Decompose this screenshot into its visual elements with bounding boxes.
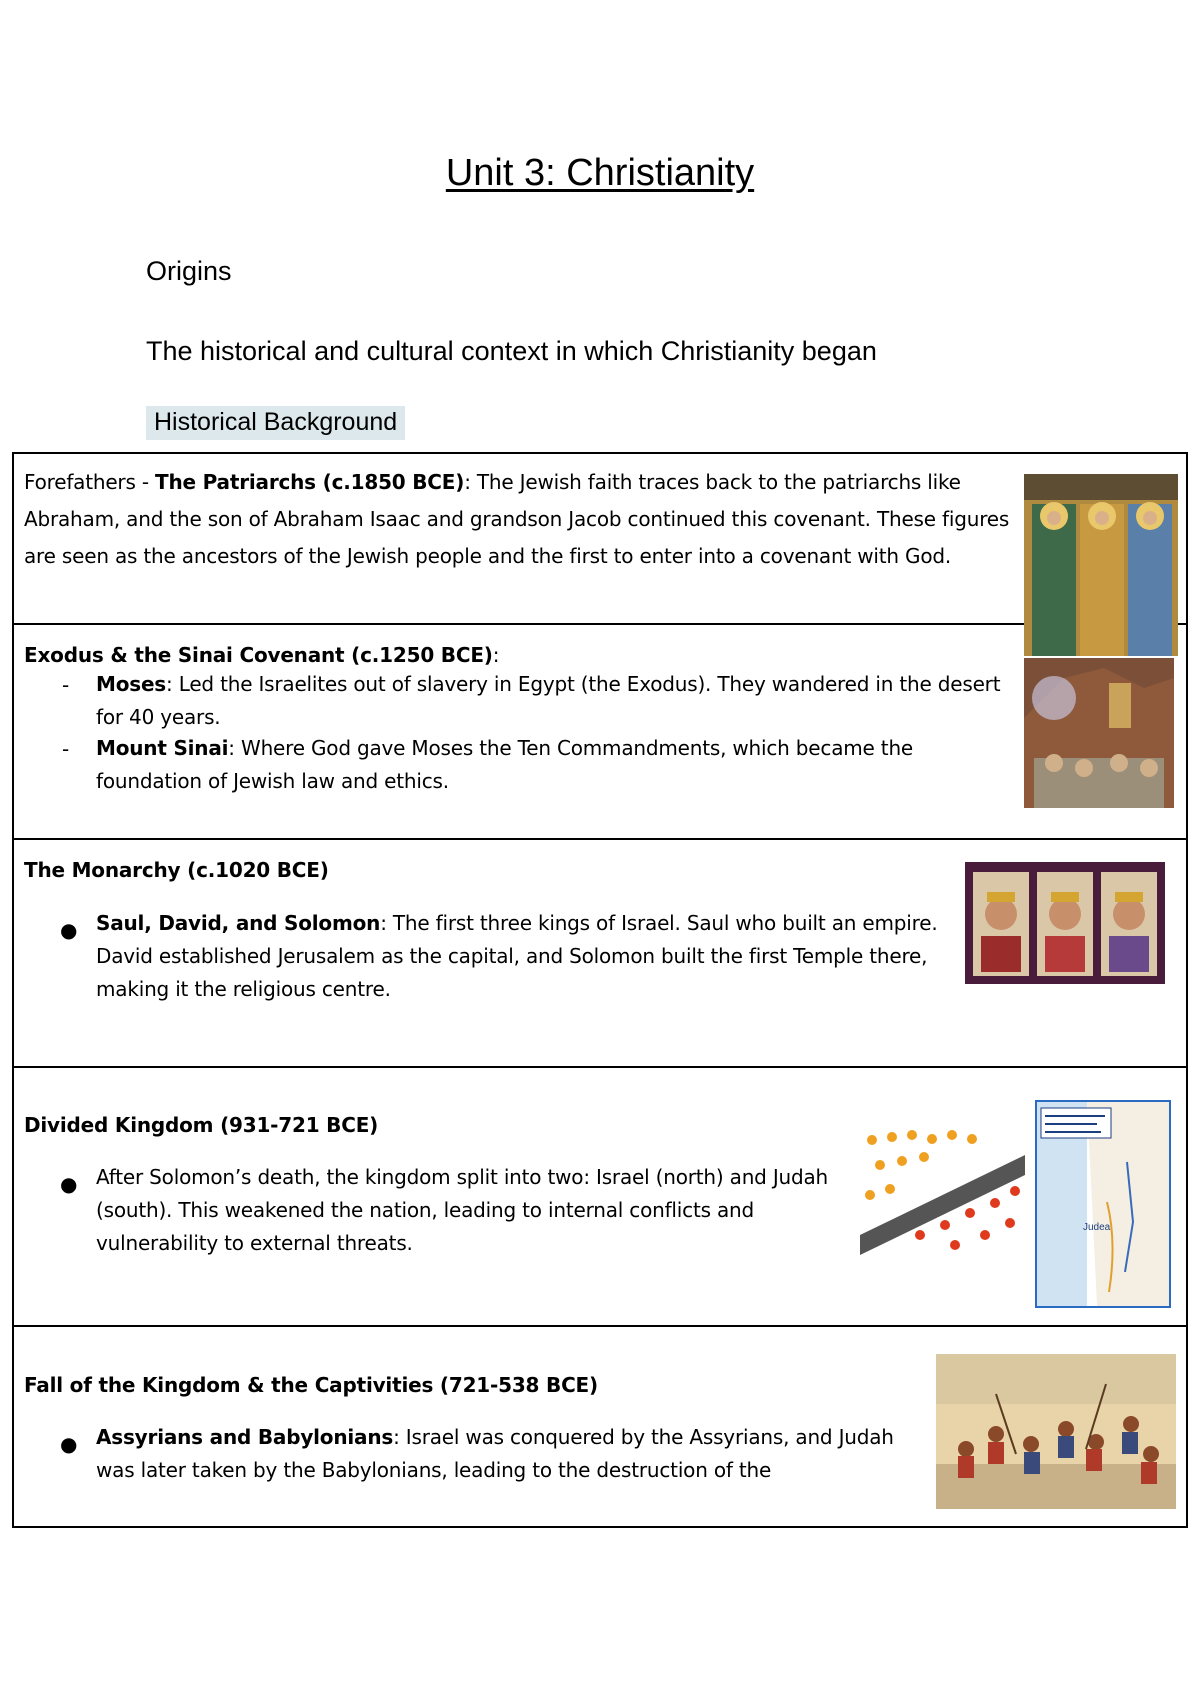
- fall-item-conquest: Assyrians and Babylonians: Israel was conquered by the Assyrians, and Judah was later taken by the Babylonians, leading to the destruction of the: [96, 1425, 894, 1482]
- bullet-icon: ●: [60, 1432, 78, 1456]
- fall-heading: Fall of the Kingdom & the Captivities (721-538 BCE): [24, 1373, 598, 1397]
- row-divider: [12, 1066, 1188, 1068]
- captivity-battle-image: [936, 1354, 1176, 1509]
- monarchy-item-kings: Saul, David, and Solomon: The first three kings of Israel. Saul who built an empire. David established Jerusalem as the capital, and Solomon built the first Temple there, making it the religious centre.: [96, 911, 938, 1001]
- historical-background-label: Historical Background: [146, 406, 405, 440]
- kings-image: [965, 862, 1165, 984]
- patriarchs-bold: The Patriarchs (c.1850 BCE): [155, 470, 465, 494]
- exodus-item-mount-sinai: Mount Sinai: Where God gave Moses the Ten Commandments, which became the foundation of Jewish law and ethics.: [96, 736, 914, 793]
- exodus-heading: Exodus & the Sinai Covenant (c.1250 BCE):: [24, 643, 500, 667]
- split-crowd-image: [860, 1125, 1025, 1255]
- page-title: Unit 3: Christianity: [445, 152, 755, 194]
- exodus-item-moses: Moses: Led the Israelites out of slavery in Egypt (the Exodus). They wandered in the desert for 40 years.: [96, 672, 1001, 729]
- bullet-icon: ●: [60, 1172, 78, 1196]
- bullet-icon: ●: [60, 918, 78, 942]
- section-subtitle: The historical and cultural context in which Christianity began: [146, 336, 877, 366]
- list-marker: -: [62, 737, 70, 761]
- patriarchs-text: Forefathers - The Patriarchs (c.1850 BCE): The Jewish faith traces back to the patriarchs like Abraham, and the son of Abraham Isaac and grandson Jacob continued this covenant. These figures are seen as the ancestors of the Jewish people and the first to enter into a covenant with God.: [24, 470, 1010, 568]
- patriarchs-icon-image: [1024, 474, 1178, 656]
- row-divider: [12, 623, 1188, 625]
- row-divider: [12, 838, 1188, 840]
- list-marker: -: [62, 673, 70, 697]
- divided-kingdom-map-image: [1035, 1100, 1171, 1308]
- monarchy-heading: The Monarchy (c.1020 BCE): [24, 858, 329, 882]
- row-divider: [12, 1325, 1188, 1327]
- divided-item-split: After Solomon’s death, the kingdom split into two: Israel (north) and Judah (south). This weakened the nation, leading to internal conflicts and vulnerability to external threats.: [96, 1165, 829, 1255]
- section-heading-origins: Origins: [146, 256, 232, 286]
- divided-heading: Divided Kingdom (931-721 BCE): [24, 1113, 379, 1137]
- map-label-judea: Judea: [1083, 1222, 1111, 1233]
- moses-sinai-image: [1024, 658, 1174, 808]
